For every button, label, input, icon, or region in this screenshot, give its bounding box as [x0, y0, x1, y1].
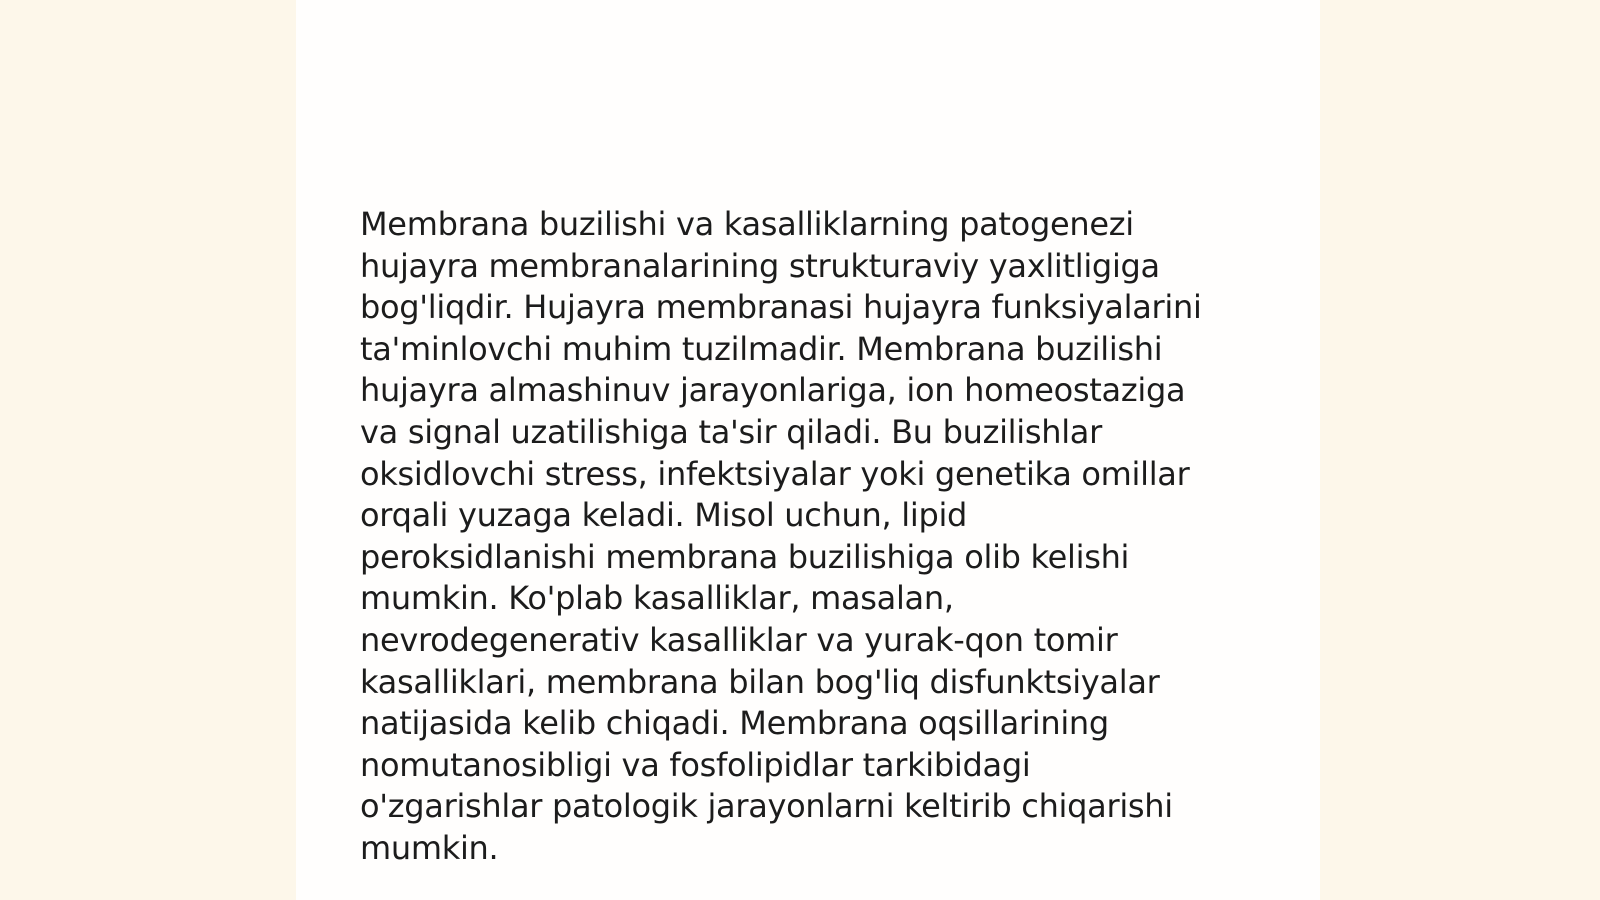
- document-sheet: [296, 0, 1320, 900]
- body-paragraph: Membrana buzilishi va kasalliklarning patogenezi hujayra membranalarining strukturaviy yaxlitligiga bog'liqdir. Hujayra membranasi hujayra funksiyalarini ta'minlovchi muhim tuzilmadir. Membrana buzilishi hujayra almashinuv jarayonlariga, ion homeostaziga va signal uzatilishiga ta'sir qiladi. Bu buzilishlar oksidlovchi stress, infektsiyalar yoki genetika omillar orqali yuzaga keladi. Misol uchun, lipid peroksidlanishi membrana buzilishiga olib kelishi mumkin. Ko'plab kasalliklar, masalan, nevrodegenerativ kasalliklar va yurak-qon tomir kasalliklari, membrana bilan bog'liq disfunktsiyalar natijasida kelib chiqadi. Membrana oqsillarining nomutanosibligi va fosfolipidlar tarkibidagi o'zgarishlar patologik jarayonlarni keltirib chiqarishi mumkin.: [360, 205, 1202, 867]
